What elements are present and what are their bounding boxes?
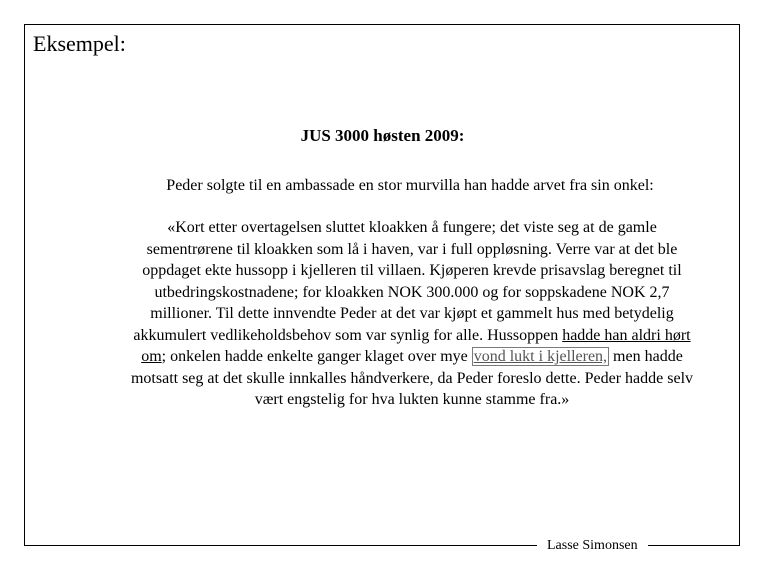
exam-heading: JUS 3000 høsten 2009: [300,126,465,145]
case-quote [126,217,698,411]
slide-title: Eksempel: [33,31,126,56]
quote-text-part-3: men hadde motsatt seg at det skulle innkalles håndverkere, da Peder foreslo dette. Peder hadde selv vært engstelig for hva lukten kunne stamme fra.» [130,348,694,408]
quote-highlighted-text: vond lukt i kjelleren, [473,348,608,365]
case-intro: Peder solgte til en ambassade en stor murvilla han hadde arvet fra sin onkel: [166,177,654,194]
footer-author: Lasse Simonsen [537,537,648,555]
quote-underlined-text: hadde han aldri hørt om [141,326,691,365]
quote-text-part-2: ; onkelen hadde enkelte ganger klaget over mye [161,348,472,365]
quote-text-part-1: «Kort etter overtagelsen sluttet kloakken å fungere; det viste seg at de gamle sementrørene til kloakken som lå i haven, var i full oppløsning. Verre var at det ble oppdaget ekte hussopp i kjelleren til villaen. Kjøperen krevde prisavslag beregnet til utbedringskostnadene; for kloakken NOK 300.000 og for soppskadene NOK 2,7 millioner. Til dette innvendte Peder at det var kjøpt et gammelt hus med betydelig akkumulert vedlikeholdsbehov som var synlig for alle. Hussoppen [133,219,682,344]
